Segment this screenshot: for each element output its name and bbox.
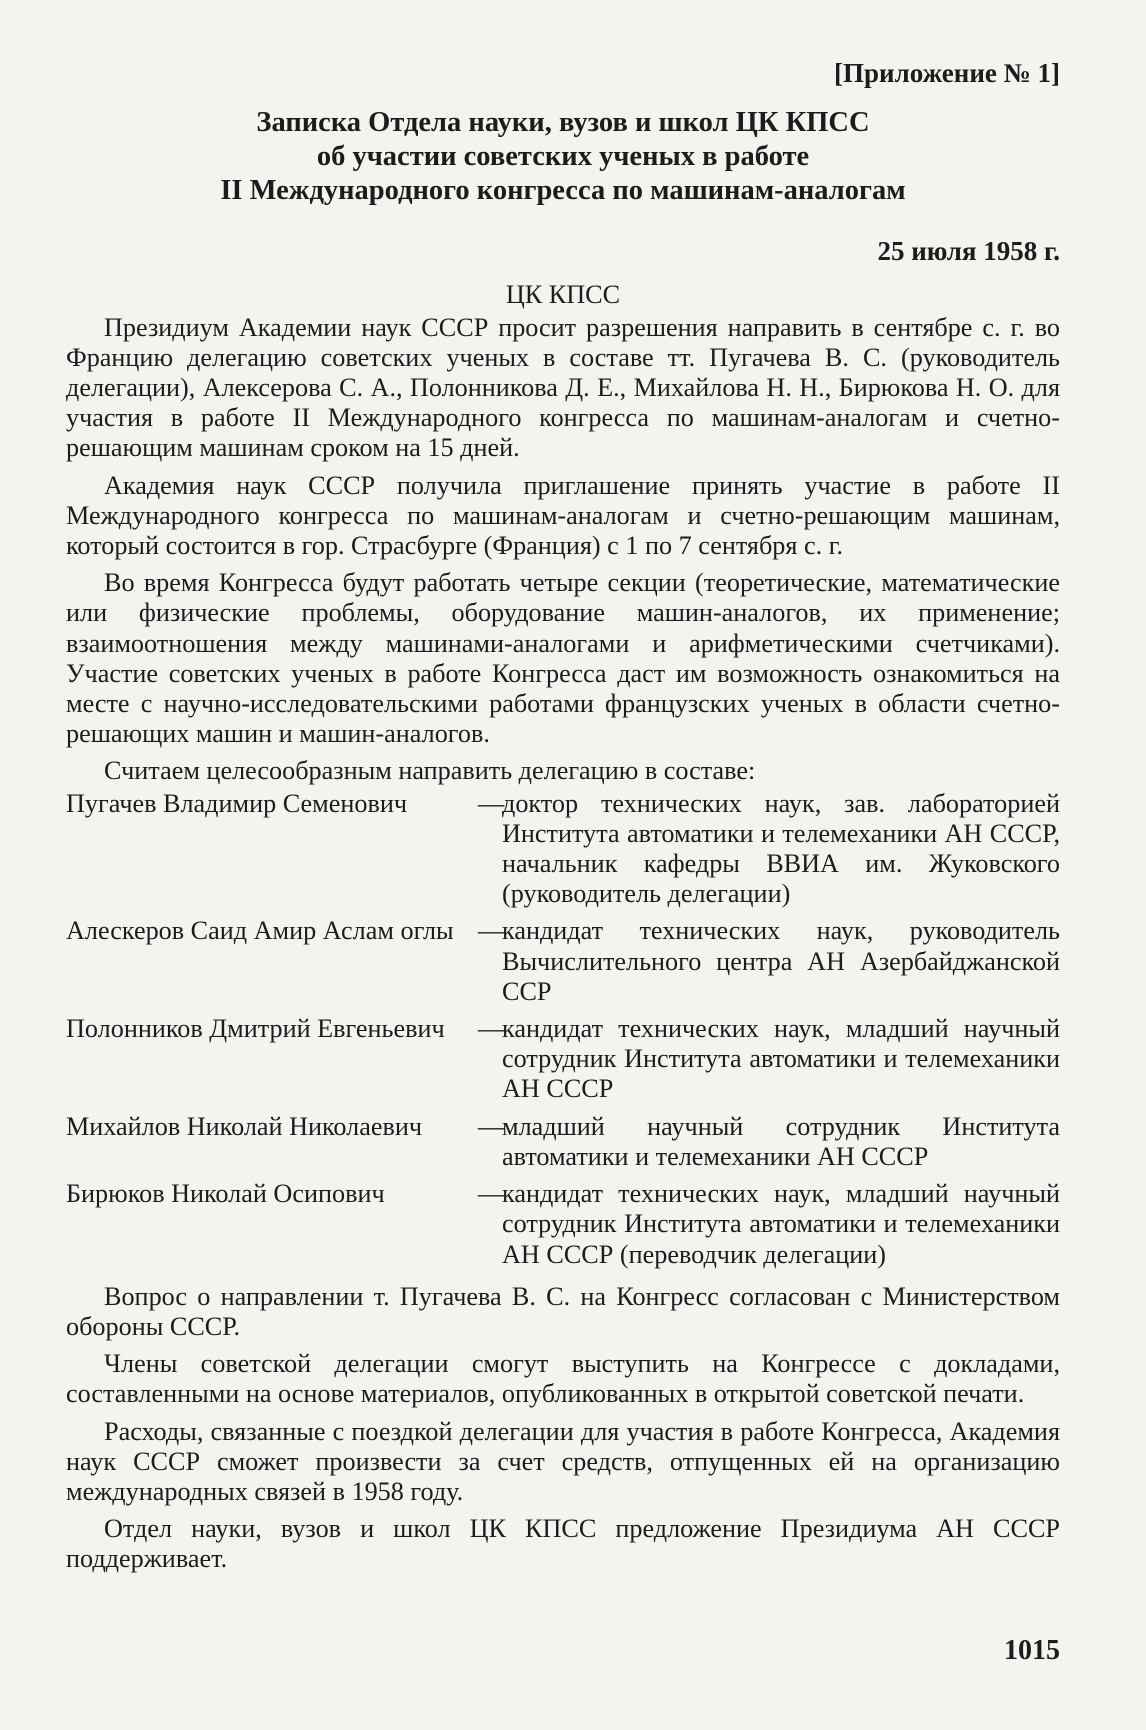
paragraph-delegation-intro: Считаем целесообразным направить делегацию в составе:: [104, 756, 756, 786]
delegation-member: [66, 789, 1060, 910]
document-title: [66, 106, 1060, 208]
delegation-member: [66, 1014, 1060, 1105]
member-dash: —: [478, 1111, 505, 1141]
addressee: ЦК КПСС: [505, 280, 621, 310]
paragraph-ministry: Вопрос о направлении т. Пугачева В. С. на Конгресс согласован с Министерством обороны СССР.: [66, 1281, 1060, 1341]
paragraph-support: Отдел науки, вузов и школ ЦК КПСС предложение Президиума АН СССР поддерживает.: [66, 1514, 1060, 1574]
member-dash: —: [478, 788, 505, 818]
member-name: Бирюков Николай Осипович: [66, 1179, 385, 1209]
appendix-label: [Приложение № 1]: [834, 58, 1060, 88]
member-name: Пугачев Владимир Семенович: [66, 788, 408, 818]
delegation-list: [66, 789, 1060, 1270]
member-dash: —: [478, 1014, 505, 1044]
delegation-member: [66, 916, 1060, 1007]
title-line-3: II Международного конгресса по машинам-аналогам: [220, 175, 906, 207]
delegation-member: [66, 1179, 1060, 1270]
paragraph-invitation: Академия наук СССР получила приглашение принять участие в работе II Международного конгресса по машинам-аналогам и счетно-решающим машинам, который состоится в гор. Страсбурге (Франция) с 1 по 7 сентября с. г.: [66, 470, 1060, 561]
paragraph-expenses: Расходы, связанные с поездкой делегации для участия в работе Конгресса, Академия наук СССР сможет произвести за счет средств, отпущенных ей на организацию международных связей в 1958 году.: [66, 1416, 1060, 1506]
member-description: кандидат технических наук, младший научный сотрудник Института автоматики и телемеханики АН СССР (переводчик делегации): [502, 1179, 1060, 1269]
member-dash: —: [478, 1179, 505, 1209]
title-line-1: Записка Отдела науки, вузов и школ ЦК КПСС: [256, 107, 870, 139]
title-line-2: об участии советских ученых в работе: [316, 141, 810, 173]
member-description: кандидат технических наук, руководитель Вычислительного центра АН Азербайджанской ССР: [502, 916, 1060, 1006]
member-description: младший научный сотрудник Института автоматики и телемеханики АН СССР: [502, 1111, 1060, 1171]
delegation-member: [66, 1112, 1060, 1172]
paragraph-sections: Во время Конгресса будут работать четыре секции (теоретические, математические или физические проблемы, оборудование машин-аналогов, их применение; взаимоотношения между машинами-аналогами и арифметическими счетчиками). Участие советских ученых в работе Конгресса даст им возможность ознакомиться на месте с научно-исследовательскими работами французских ученых в области счетно-решающих машин и машин-аналогов.: [66, 568, 1060, 749]
document-date: 25 июля 1958 г.: [877, 236, 1060, 267]
member-name: Полонников Дмитрий Евгеньевич: [66, 1014, 445, 1044]
page-number: 1015: [1004, 1635, 1060, 1666]
paragraph-reports: Члены советской делегации смогут выступить на Конгрессе с докладами, составленными на основе материалов, опубликованных в открытой советской печати.: [66, 1349, 1060, 1409]
member-dash: —: [478, 916, 505, 946]
member-name: Михайлов Николай Николаевич: [66, 1111, 423, 1141]
member-description: доктор технических наук, зав. лабораторией Института автоматики и телемеханики АН СССР, начальник кафедры ВВИА им. Жуковского (руководитель делегации): [502, 788, 1060, 909]
paragraph-request: Президиум Академии наук СССР просит разрешения направить в сентябре с. г. во Францию делегацию советских ученых в составе тт. Пугачева В. С. (руководитель делегации), Алексерова С. А., Полонникова Д. Е., Михайлова Н. Н., Бирюкова Н. О. для участия в работе II Международного конгресса по машинам-аналогам и счетно-решающим машинам сроком на 15 дней.: [66, 312, 1060, 463]
member-name: Алескеров Саид Амир Аслам оглы: [66, 916, 454, 946]
member-description: кандидат технических наук, младший научный сотрудник Института автоматики и телемеханики АН СССР: [502, 1014, 1060, 1104]
